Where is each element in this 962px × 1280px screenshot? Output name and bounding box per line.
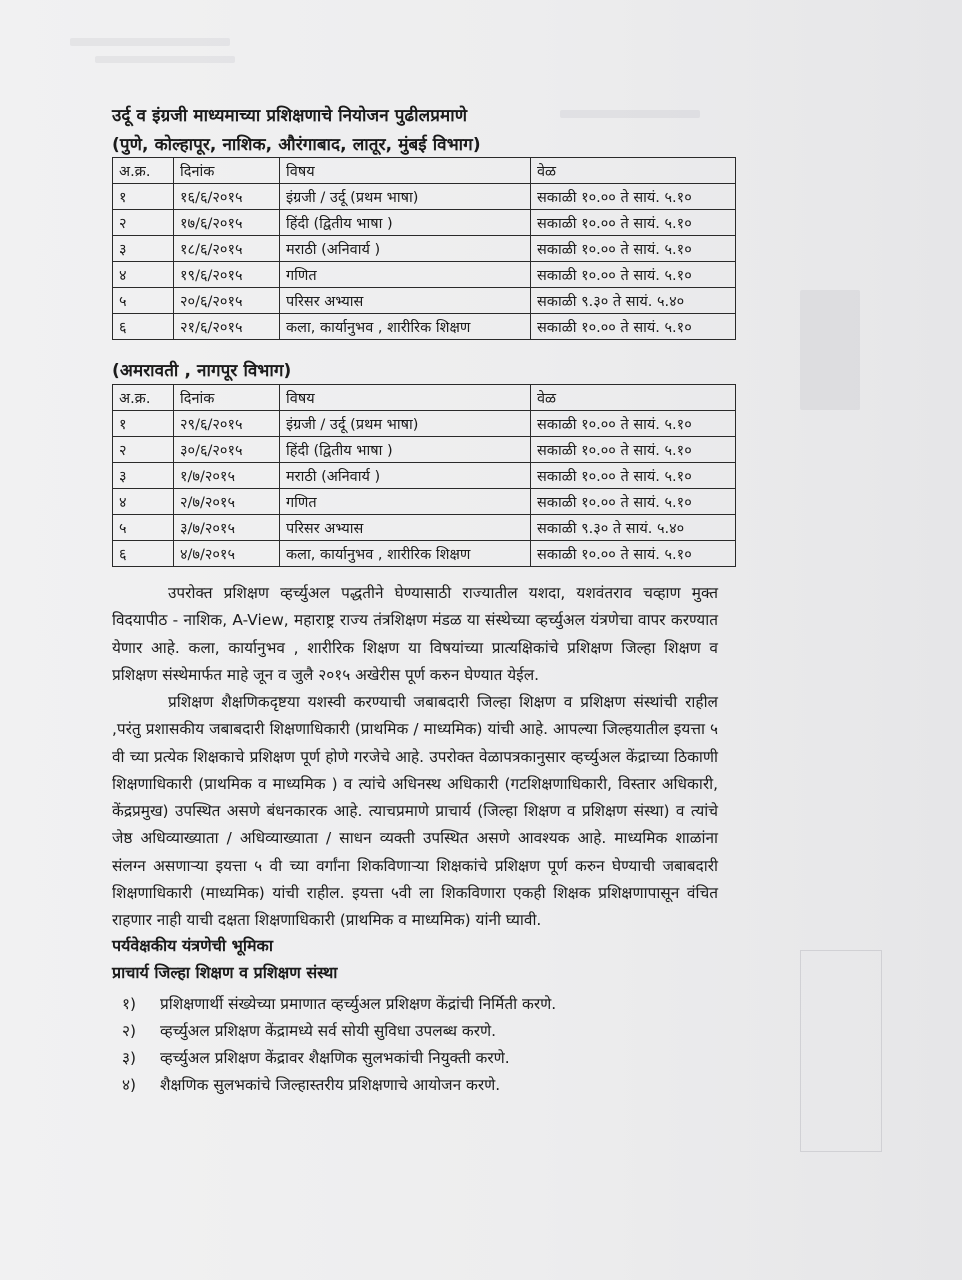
cell: २१/६/२०१५ xyxy=(174,314,280,340)
cell: सकाळी १०.०० ते सायं. ५.१० xyxy=(531,236,736,262)
cell: हिंदी (द्वितीय भाषा ) xyxy=(280,210,531,236)
cell: ४ xyxy=(113,489,174,515)
subheading-principal: प्राचार्य जिल्हा शिक्षण व प्रशिक्षण संस्था xyxy=(112,963,338,982)
cell: १८/६/२०१५ xyxy=(174,236,280,262)
table-row xyxy=(113,210,736,236)
group2-heading: (अमरावती , नागपूर विभाग) xyxy=(112,361,292,381)
cell: २ xyxy=(113,210,174,236)
cell: १/७/२०१५ xyxy=(174,463,280,489)
paragraph-responsibility: प्रशिक्षण शैक्षणिकदृष्टया यशस्वी करण्याची जबाबदारी जिल्हा शिक्षण व प्रशिक्षण संस्थांची राहील ,परंतु प्रशासकीय जबाबदारी शिक्षणाधिकारी (प्राथमिक / माध्यमिक) यांची आहे. आपल्या जिल्हयातील इयत्ता ५ वी च्या प्रत्येक शिक्षकाचे प्रशिक्षण पूर्ण होणे गरजेचे आहे. उपरोक्त वेळापत्रकानुसार व्हर्च्युअल केंद्राच्या ठिकाणी शिक्षणाधिकारी (प्राथमिक व माध्यमिक ) व त्यांचे अधिनस्थ अधिकारी (गटशिक्षणाधिकारी, विस्तार अधिकारी, केंद्रप्रमुख) उपस्थित असणे बंधनकारक आहे. त्याचप्रमाणे प्राचार्य (जिल्हा शिक्षण व प्रशिक्षण संस्था) व त्यांचे जेष्ठ अधिव्याख्याता / अधिव्याख्याता / साधन व्यक्ती उपस्थित असणे आवश्यक आहे. माध्यमिक शाळांना संलग्न असणाऱ्या इयत्ता ५ वी च्या वर्गांना शिकविणाऱ्या शिक्षकांचे प्रशिक्षण पूर्ण करुन घेण्याची जबाबदारी शिक्षणाधिकारी (माध्यमिक) यांची राहील. इयत्ता ५वी ला शिकविणारा एकही शिक्षक प्रशिक्षणापासून वंचित राहणार नाही याची दक्षता शिक्षणाधिकारी (प्राथमिक व माध्यमिक) यांनी घ्यावी. xyxy=(112,693,718,930)
header-cell: अ.क्र. xyxy=(113,158,174,184)
cell: ३०/६/२०१५ xyxy=(174,437,280,463)
cell: २०/६/२०१५ xyxy=(174,288,280,314)
list-item xyxy=(122,1045,556,1072)
cell: कला, कार्यानुभव , शारीरिक शिक्षण xyxy=(280,314,531,340)
cell: १७/६/२०१५ xyxy=(174,210,280,236)
list-text: प्रशिक्षणार्थी संख्येच्या प्रमाणात व्हर्च्युअल प्रशिक्षण केंद्रांची निर्मिती करणे. xyxy=(160,995,557,1013)
cell: ५ xyxy=(113,288,174,314)
cell: कला, कार्यानुभव , शारीरिक शिक्षण xyxy=(280,541,531,567)
header-cell: दिनांक xyxy=(174,385,280,411)
cell: इंग्रजी / उर्दू (प्रथम भाषा) xyxy=(280,411,531,437)
table-header-row xyxy=(113,385,736,411)
cell: सकाळी १०.०० ते सायं. ५.१० xyxy=(531,262,736,288)
cell: सकाळी १०.०० ते सायं. ५.१० xyxy=(531,463,736,489)
header-cell: विषय xyxy=(280,385,531,411)
cell: १६/६/२०१५ xyxy=(174,184,280,210)
cell: ४ xyxy=(113,262,174,288)
bleed-mark xyxy=(560,110,700,118)
main-heading: उर्दू व इंग्रजी माध्यमाच्या प्रशिक्षणाचे नियोजन पुढीलप्रमाणे xyxy=(112,106,468,126)
cell: सकाळी १०.०० ते सायं. ५.१० xyxy=(531,210,736,236)
cell: ३/७/२०१५ xyxy=(174,515,280,541)
cell: ६ xyxy=(113,541,174,567)
paragraph-virtual-training: उपरोक्त प्रशिक्षण व्हर्च्युअल पद्धतीने घेण्यासाठी राज्यातील यशदा, यशवंतराव चव्हाण मुक्त विदयापीठ - नाशिक, A-View, महाराष्ट्र राज्य तंत्रशिक्षण मंडळ या संस्थेच्या व्हर्च्युअल यंत्रणेचा वापर करण्यात येणार आहे. कला, कार्यानुभव , शारीरिक शिक्षण या विषयांच्या प्रात्यक्षिकांचे प्रशिक्षण जिल्हा शिक्षण व प्रशिक्षण संस्थेमार्फत माहे जून व जुलै २०१५ अखेरीस पूर्ण करुन घेण्यात येईल. xyxy=(112,584,718,684)
table-row xyxy=(113,515,736,541)
cell: सकाळी १०.०० ते सायं. ५.१० xyxy=(531,489,736,515)
list-item xyxy=(122,991,556,1018)
table-row xyxy=(113,288,736,314)
list-item xyxy=(122,1018,556,1045)
cell: परिसर अभ्यास xyxy=(280,515,531,541)
cell: ३ xyxy=(113,236,174,262)
schedule-table-1 xyxy=(112,157,736,340)
cell: २ xyxy=(113,437,174,463)
cell: मराठी (अनिवार्य ) xyxy=(280,463,531,489)
cell: गणित xyxy=(280,489,531,515)
list-item xyxy=(122,1072,556,1099)
table-row xyxy=(113,463,736,489)
list-number: २) xyxy=(122,1022,137,1040)
header-cell: वेळ xyxy=(531,385,736,411)
cell: ६ xyxy=(113,314,174,340)
cell: मराठी (अनिवार्य ) xyxy=(280,236,531,262)
cell: सकाळी १०.०० ते सायं. ५.१० xyxy=(531,437,736,463)
table-row xyxy=(113,437,736,463)
cell: हिंदी (द्वितीय भाषा ) xyxy=(280,437,531,463)
cell: ५ xyxy=(113,515,174,541)
bleed-mark xyxy=(70,38,230,46)
list-text: व्हर्च्युअल प्रशिक्षण केंद्रावर शैक्षणिक सुलभकांची नियुक्ती करणे. xyxy=(160,1049,510,1067)
cell: ३ xyxy=(113,463,174,489)
list-number: १) xyxy=(122,995,137,1013)
header-cell: विषय xyxy=(280,158,531,184)
bleed-mark xyxy=(95,56,235,63)
table-row xyxy=(113,184,736,210)
cell: १ xyxy=(113,411,174,437)
cell: सकाळी १०.०० ते सायं. ५.१० xyxy=(531,314,736,340)
list-number: ४) xyxy=(122,1076,137,1094)
table-row xyxy=(113,236,736,262)
cell: २/७/२०१५ xyxy=(174,489,280,515)
table-row xyxy=(113,314,736,340)
list-text: व्हर्च्युअल प्रशिक्षण केंद्रामध्ये सर्व सोयी सुविधा उपलब्ध करणे. xyxy=(160,1022,497,1040)
duties-list xyxy=(122,991,556,1099)
header-cell: दिनांक xyxy=(174,158,280,184)
subheading-supervision: पर्यवेक्षकीय यंत्रणेची भूमिका xyxy=(112,936,273,955)
table-row xyxy=(113,541,736,567)
cell: इंग्रजी / उर्दू (प्रथम भाषा) xyxy=(280,184,531,210)
cell: ४/७/२०१५ xyxy=(174,541,280,567)
cell: सकाळी १०.०० ते सायं. ५.१० xyxy=(531,541,736,567)
table-row xyxy=(113,262,736,288)
cell: परिसर अभ्यास xyxy=(280,288,531,314)
list-text: शैक्षणिक सुलभकांचे जिल्हास्तरीय प्रशिक्षणाचे आयोजन करणे. xyxy=(160,1076,501,1094)
cell: सकाळी १०.०० ते सायं. ५.१० xyxy=(531,411,736,437)
cell: १९/६/२०१५ xyxy=(174,262,280,288)
header-cell: वेळ xyxy=(531,158,736,184)
table-row xyxy=(113,411,736,437)
table-row xyxy=(113,489,736,515)
cell: १ xyxy=(113,184,174,210)
cell: २९/६/२०१५ xyxy=(174,411,280,437)
cell: सकाळी १०.०० ते सायं. ५.१० xyxy=(531,184,736,210)
table-header-row xyxy=(113,158,736,184)
cell: गणित xyxy=(280,262,531,288)
list-number: ३) xyxy=(122,1049,137,1067)
bleed-table xyxy=(800,950,882,1152)
cell: सकाळी ९.३० ते सायं. ५.४० xyxy=(531,288,736,314)
bleed-mark xyxy=(800,290,860,410)
header-cell: अ.क्र. xyxy=(113,385,174,411)
group1-heading: (पुणे, कोल्हापूर, नाशिक, औरंगाबाद, लातूर, मुंबई विभाग) xyxy=(112,135,481,155)
schedule-table-2 xyxy=(112,384,736,567)
cell: सकाळी ९.३० ते सायं. ५.४० xyxy=(531,515,736,541)
